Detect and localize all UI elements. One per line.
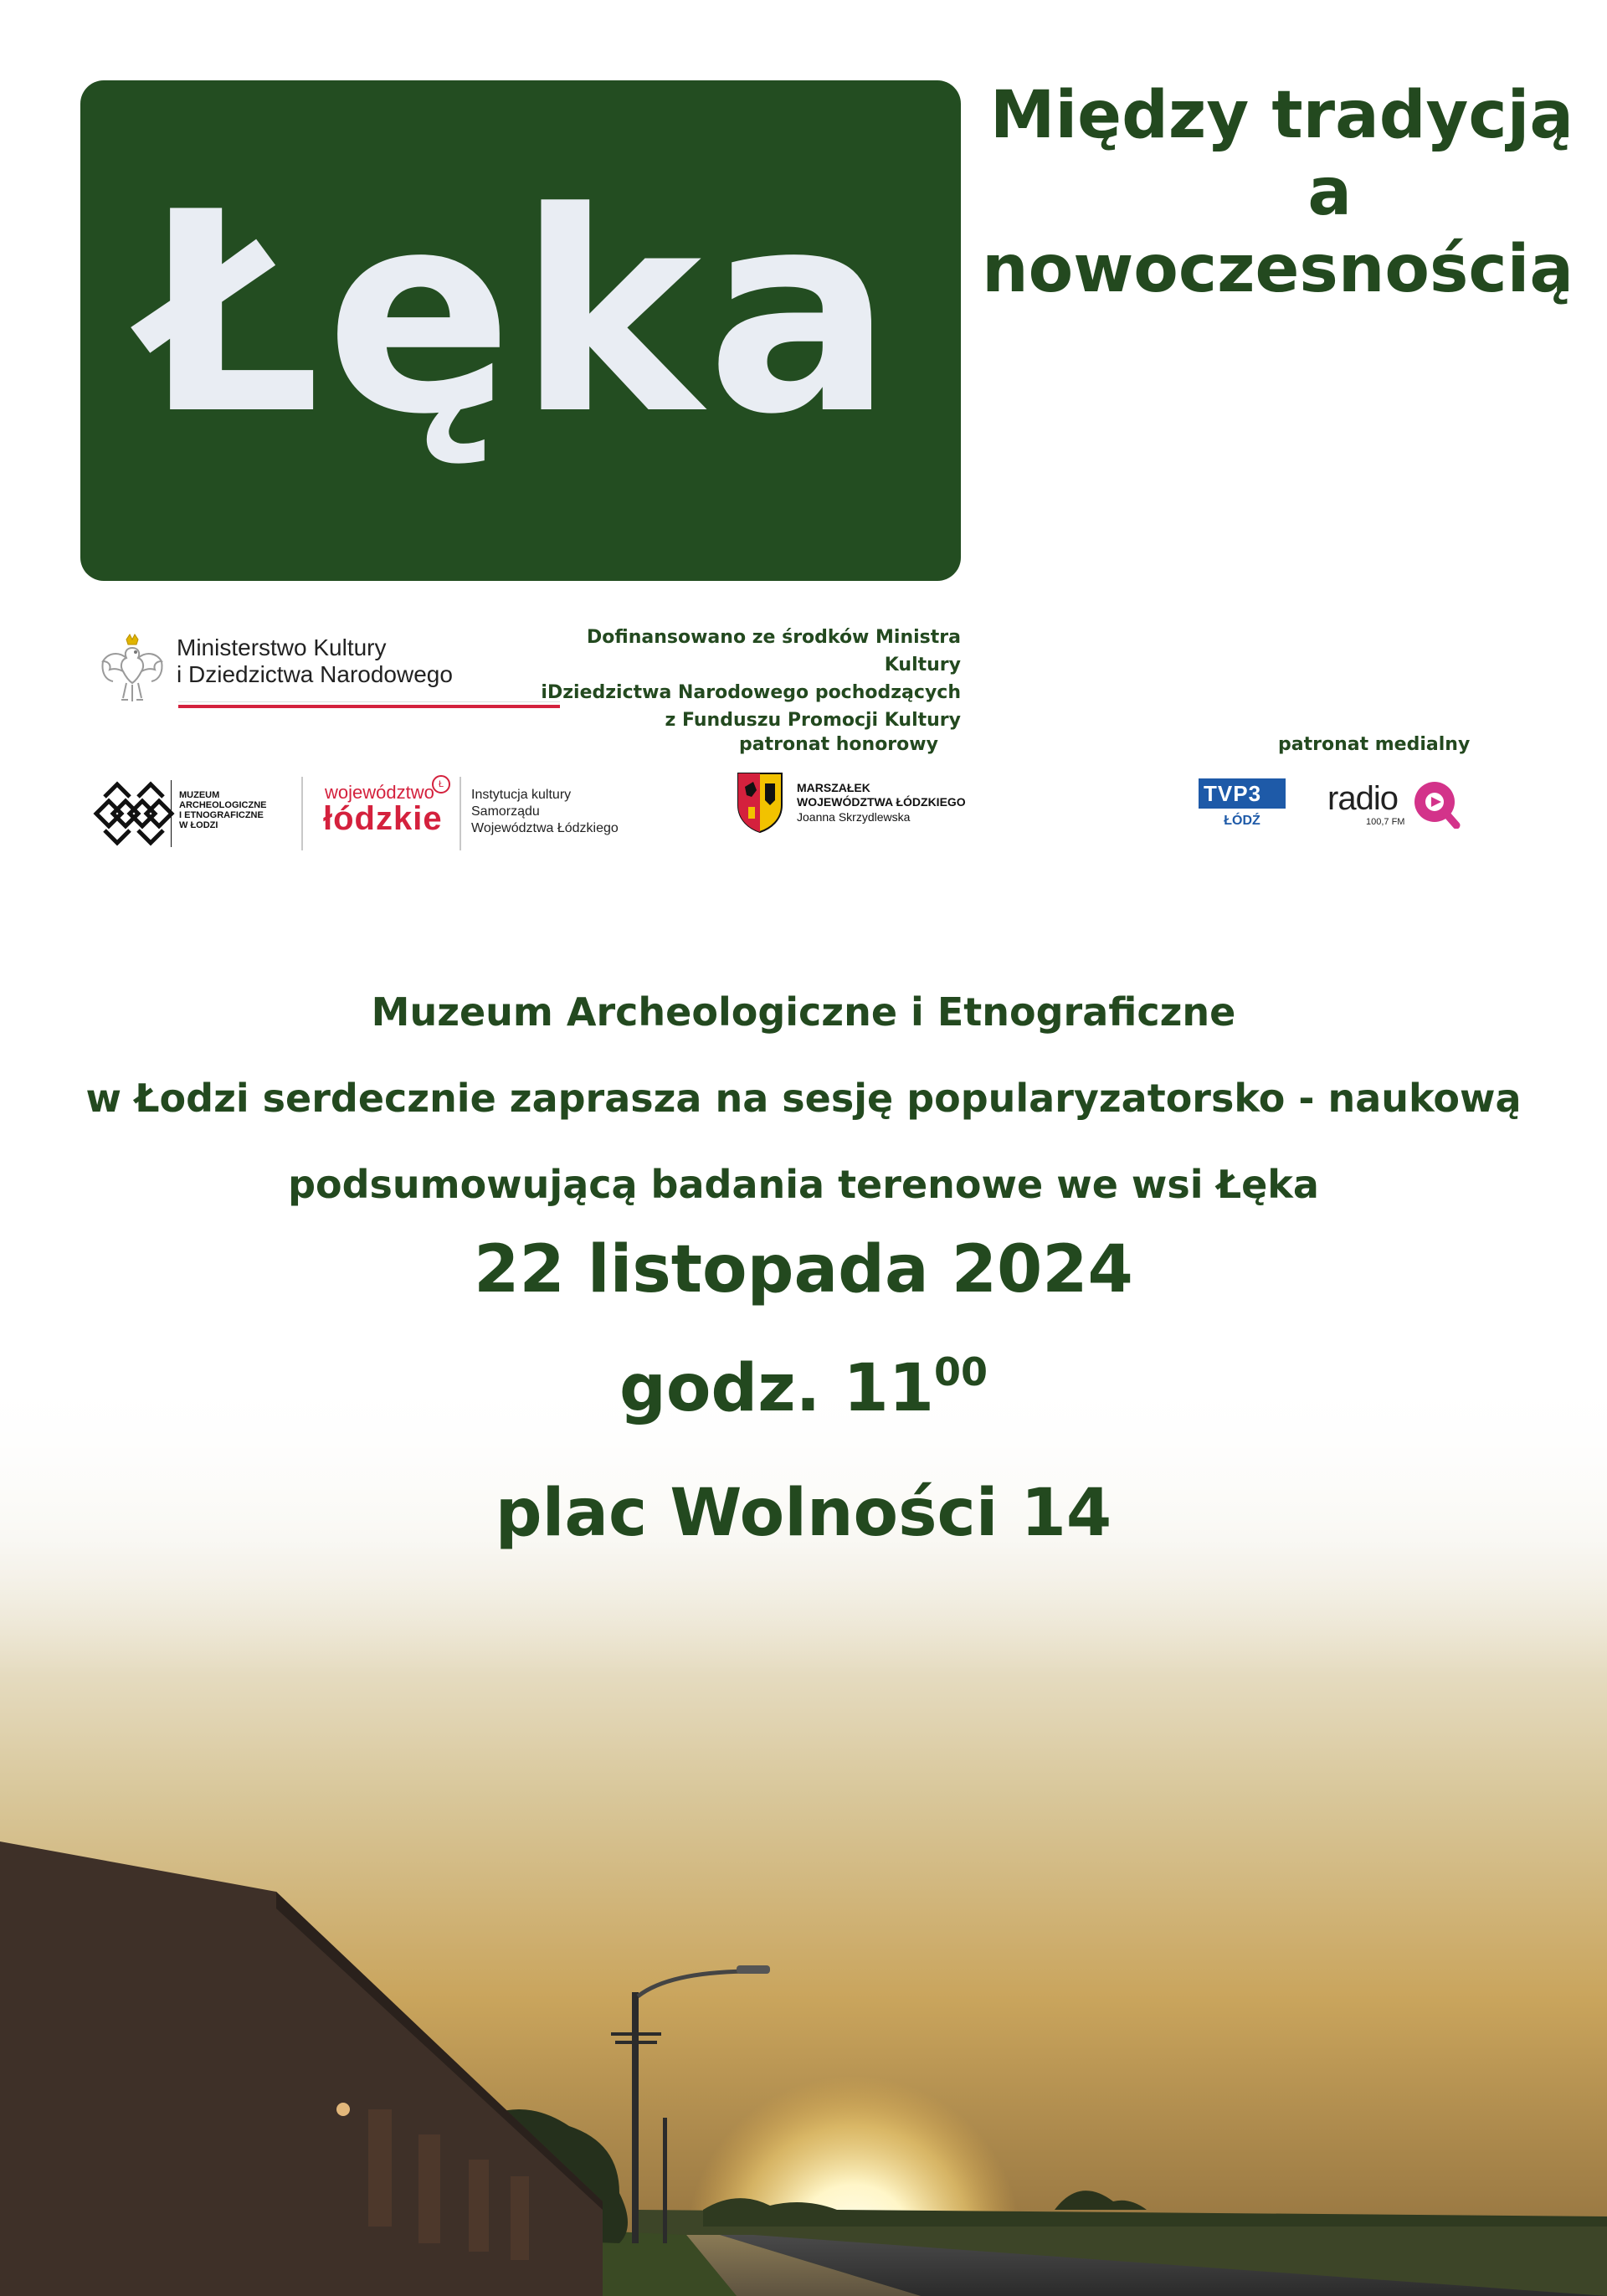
museum-logo-line-4: W ŁODZI: [179, 820, 218, 830]
eagle-emblem-icon: [96, 629, 168, 709]
radio-frequency: 100,7 FM: [1366, 817, 1405, 827]
tagline: [971, 77, 1574, 308]
invitation-text: [50, 969, 1557, 1228]
tvp3-logo: [1199, 778, 1286, 837]
divider: [460, 777, 461, 850]
museum-logo-text: [179, 790, 267, 830]
institution-line-2: Samorządu: [471, 804, 540, 819]
marshal-title-line-1: MARSZAŁEK: [797, 781, 870, 794]
tagline-line-3: nowoczesnością: [982, 232, 1574, 307]
museum-logo-line-3: I ETNOGRAFICZNE: [179, 810, 264, 820]
marshal-title-line-2: WOJEWÓDZTWA ŁÓDZKIEGO: [797, 795, 966, 809]
event-time-minutes: 00: [933, 1349, 988, 1395]
tvp-logo-city: ŁÓDŹ: [1224, 814, 1260, 828]
divider: [301, 777, 303, 850]
funding-line-1: Dofinansowano ze środków Ministra Kultury: [587, 627, 961, 675]
event-place: plac Wolności 14: [495, 1476, 1112, 1551]
radio-q-icon: [1411, 778, 1461, 829]
title-banner: [80, 80, 961, 581]
invitation-line-1: Muzeum Archeologiczne i Etnograficzne: [371, 989, 1236, 1035]
ministry-name-line-2: i Dziedzictwa Narodowego: [177, 661, 453, 687]
institution-line-1: Instytucja kultury: [471, 788, 572, 802]
ministry-logo: [96, 629, 473, 709]
funding-line-2: iDziedzictwa Narodowego pochodzących: [541, 682, 961, 703]
event-time-hour: godz. 11: [619, 1351, 934, 1426]
media-patronage-label: patronat medialny: [1278, 734, 1471, 755]
invitation-line-2: w Łodzi serdecznie zaprasza na sesję popularyzatorsko - naukową: [85, 1076, 1522, 1121]
voivodeship-logo-name: łódzkie: [323, 800, 443, 837]
event-date: 22 listopada 2024: [474, 1232, 1133, 1307]
ministry-name-line-1: Ministerstwo Kultury: [177, 634, 387, 660]
funding-line-3: z Funduszu Promocji Kultury: [665, 710, 961, 731]
invitation-line-3: podsumowującą badania terenowe we wsi Łęka: [288, 1162, 1319, 1207]
voivodeship-mark-icon: Ł: [432, 775, 450, 794]
tvp-logo-word: TVP3: [1204, 781, 1262, 806]
tagline-line-1: Między tradycją: [989, 78, 1574, 153]
museum-knot-logo-icon: [92, 780, 176, 847]
flag-stripe: [178, 701, 560, 706]
voivodeship-logo-top: województwo: [325, 782, 434, 803]
event-time: [0, 1351, 1607, 1426]
institution-line-3: Województwa Łódzkiego: [471, 821, 619, 835]
institution-note: [471, 787, 619, 837]
museum-logo-line-2: ARCHEOLOGICZNE: [179, 800, 267, 810]
title-word: Łęka: [143, 153, 898, 475]
marshal-patron-text: [797, 781, 966, 824]
radio-logo-word: radio: [1327, 780, 1398, 817]
divider: [171, 780, 172, 847]
marshal-name: Joanna Skrzydlewska: [797, 810, 911, 824]
honorary-patronage-label: patronat honorowy: [739, 734, 938, 755]
tagline-line-2: a: [1307, 155, 1352, 230]
museum-logo-line-1: MUZEUM: [179, 790, 220, 800]
voivodeship-crest-icon: [737, 772, 783, 834]
funding-note: [519, 624, 961, 734]
radio-logo: [1327, 777, 1461, 837]
